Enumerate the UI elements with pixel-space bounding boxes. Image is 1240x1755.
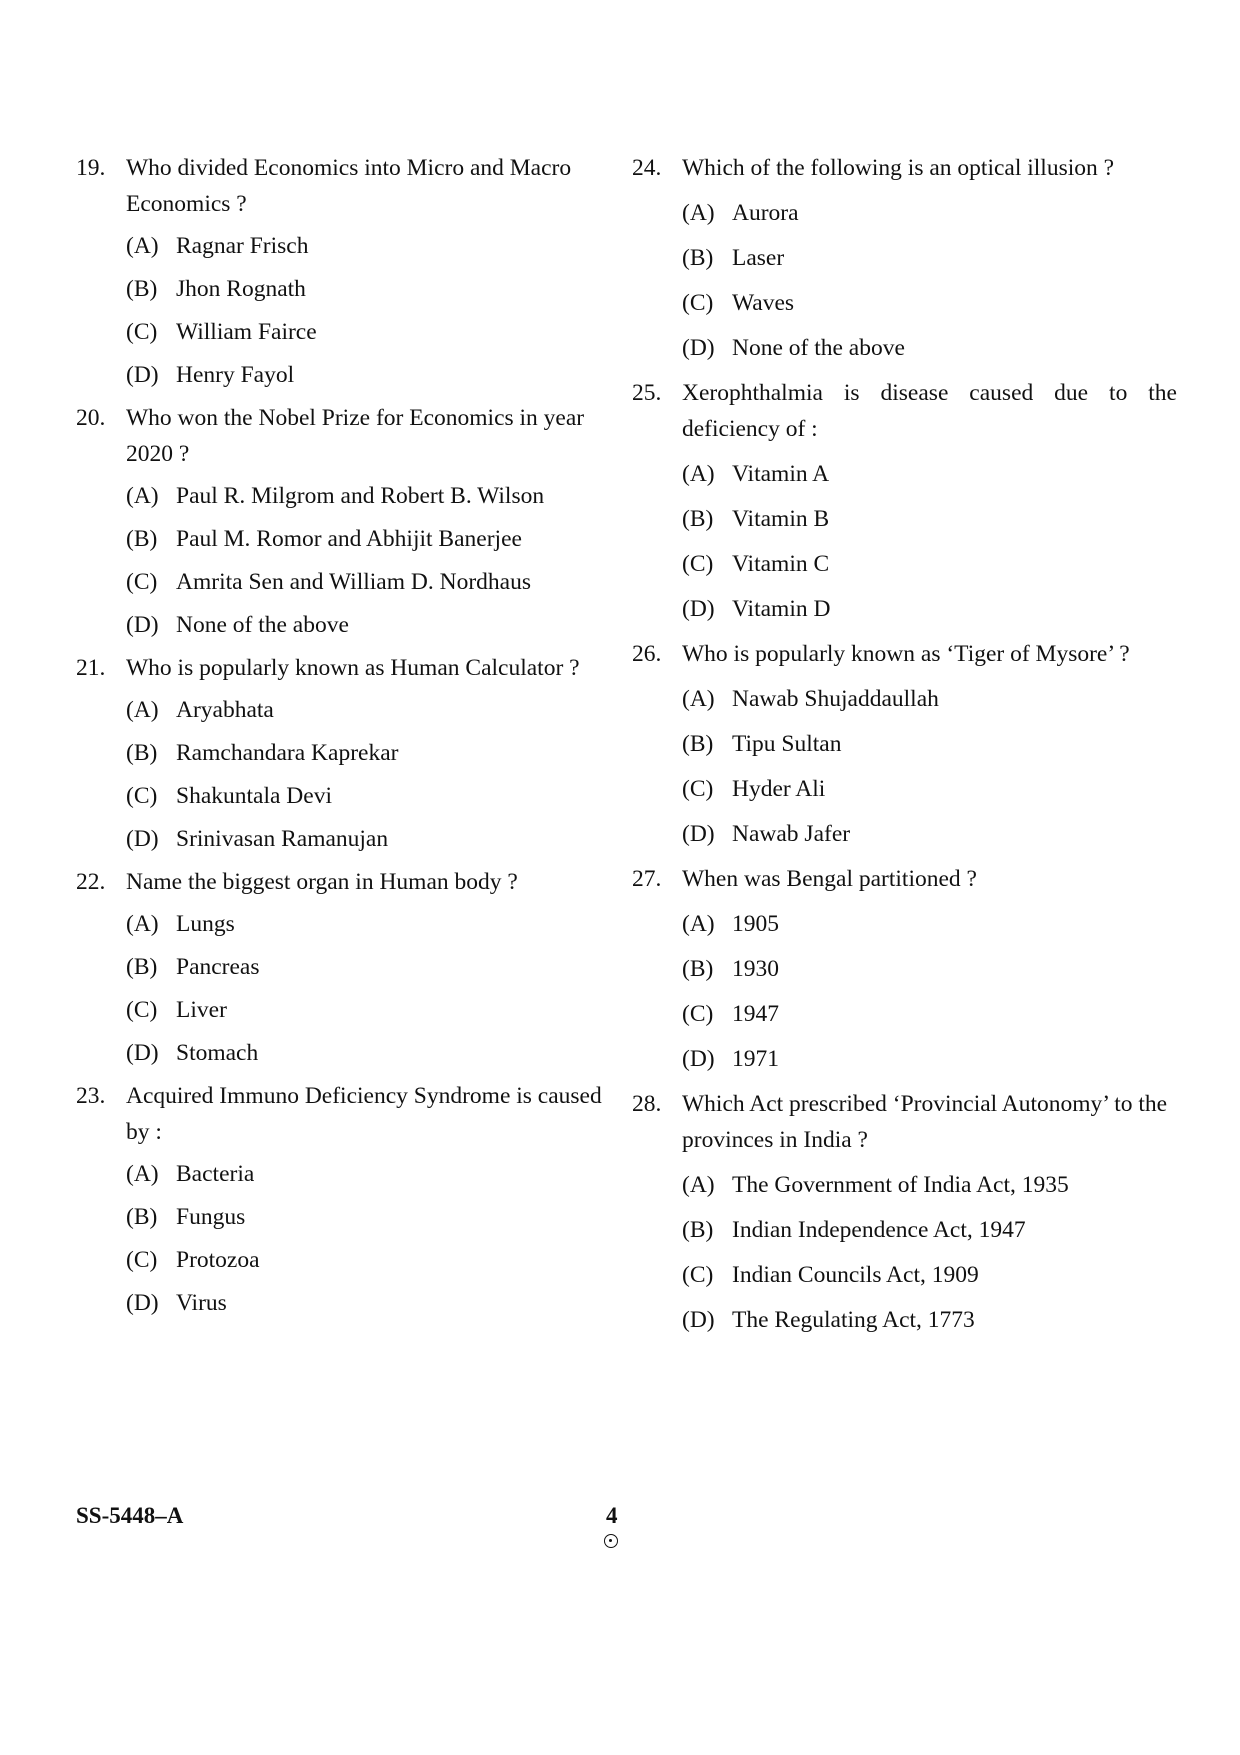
option-b bbox=[126, 1199, 621, 1235]
question-text: Xerophthalmia is disease caused due to the deficiency of : bbox=[682, 380, 1177, 442]
option-text: 1930 bbox=[732, 956, 779, 982]
option-d bbox=[126, 1285, 621, 1321]
question-text: Name the biggest organ in Human body ? bbox=[126, 869, 518, 895]
question-head bbox=[76, 864, 621, 900]
option-label: (C) bbox=[682, 1262, 714, 1288]
option-text: Aryabhata bbox=[176, 697, 274, 723]
question-number: 26. bbox=[632, 641, 662, 667]
page-number: 4 bbox=[606, 1503, 618, 1528]
question-number: 27. bbox=[632, 866, 662, 892]
option-text: Paul M. Romor and Abhijit Banerjee bbox=[176, 526, 522, 552]
option-text: William Fairce bbox=[176, 319, 317, 345]
option-label: (B) bbox=[682, 731, 714, 757]
option-text: Liver bbox=[176, 997, 227, 1023]
option-c bbox=[682, 771, 1177, 807]
option-label: (D) bbox=[126, 826, 159, 852]
option-b bbox=[682, 726, 1177, 762]
option-text: Indian Independence Act, 1947 bbox=[732, 1217, 1026, 1243]
option-c bbox=[126, 1242, 621, 1278]
option-label: (A) bbox=[682, 461, 715, 487]
option-text: Tipu Sultan bbox=[732, 731, 842, 757]
question-head bbox=[632, 1086, 1177, 1158]
option-label: (C) bbox=[126, 569, 158, 595]
option-text: None of the above bbox=[176, 612, 349, 638]
question-head bbox=[632, 375, 1177, 447]
option-text: Protozoa bbox=[176, 1247, 260, 1273]
option-label: (B) bbox=[126, 740, 158, 766]
option-text: Hyder Ali bbox=[732, 776, 826, 802]
option-label: (C) bbox=[126, 997, 158, 1023]
option-d bbox=[126, 607, 621, 643]
option-d bbox=[682, 1041, 1177, 1077]
option-text: Vitamin C bbox=[732, 551, 830, 577]
option-c bbox=[126, 564, 621, 600]
option-label: (B) bbox=[126, 954, 158, 980]
option-d bbox=[682, 330, 1177, 366]
option-text: Aurora bbox=[732, 200, 799, 226]
option-d bbox=[126, 1035, 621, 1071]
option-label: (C) bbox=[126, 1247, 158, 1273]
option-label: (A) bbox=[682, 911, 715, 937]
option-label: (A) bbox=[682, 200, 715, 226]
option-b bbox=[682, 951, 1177, 987]
option-label: (B) bbox=[682, 956, 714, 982]
question-head bbox=[76, 650, 621, 686]
option-text: Srinivasan Ramanujan bbox=[176, 826, 389, 852]
option-c bbox=[682, 996, 1177, 1032]
option-label: (A) bbox=[682, 686, 715, 712]
option-text: None of the above bbox=[732, 335, 905, 361]
question-text: Which of the following is an optical illusion ? bbox=[682, 155, 1115, 181]
question-20 bbox=[76, 400, 621, 643]
option-label: (A) bbox=[126, 483, 159, 509]
option-b bbox=[126, 521, 621, 557]
option-label: (B) bbox=[126, 1204, 158, 1230]
option-text: Fungus bbox=[176, 1204, 246, 1230]
option-a bbox=[126, 1156, 621, 1192]
option-label: (A) bbox=[682, 1172, 715, 1198]
question-number: 19. bbox=[76, 155, 106, 181]
registration-mark-icon bbox=[604, 1534, 618, 1548]
question-text: Who is popularly known as ‘Tiger of Mysore’ ? bbox=[682, 641, 1130, 667]
option-a bbox=[126, 692, 621, 728]
question-19 bbox=[76, 150, 621, 393]
question-28 bbox=[632, 1086, 1177, 1338]
question-number: 21. bbox=[76, 655, 106, 681]
option-label: (D) bbox=[126, 1290, 159, 1316]
question-number: 23. bbox=[76, 1083, 106, 1109]
option-label: (C) bbox=[682, 551, 714, 577]
option-a bbox=[126, 906, 621, 942]
option-d bbox=[682, 591, 1177, 627]
option-a bbox=[682, 681, 1177, 717]
booklet-code: SS-5448–A bbox=[76, 1503, 184, 1528]
question-number: 28. bbox=[632, 1091, 662, 1117]
option-label: (B) bbox=[682, 1217, 714, 1243]
option-d bbox=[126, 821, 621, 857]
option-text: The Regulating Act, 1773 bbox=[732, 1307, 975, 1333]
option-text: Stomach bbox=[176, 1040, 259, 1066]
option-text: Amrita Sen and William D. Nordhaus bbox=[176, 569, 531, 595]
option-c bbox=[682, 546, 1177, 582]
option-text: 1971 bbox=[732, 1046, 779, 1072]
option-text: Vitamin D bbox=[732, 596, 831, 622]
option-label: (A) bbox=[126, 1161, 159, 1187]
question-23 bbox=[76, 1078, 621, 1321]
option-d bbox=[126, 357, 621, 393]
option-b bbox=[682, 240, 1177, 276]
option-label: (C) bbox=[126, 319, 158, 345]
option-label: (D) bbox=[126, 612, 159, 638]
option-a bbox=[126, 228, 621, 264]
question-head bbox=[632, 636, 1177, 672]
option-label: (B) bbox=[126, 526, 158, 552]
option-label: (D) bbox=[126, 1040, 159, 1066]
option-b bbox=[126, 735, 621, 771]
option-text: Vitamin A bbox=[732, 461, 830, 487]
option-d bbox=[682, 816, 1177, 852]
option-text: Vitamin B bbox=[732, 506, 830, 532]
option-a bbox=[682, 906, 1177, 942]
right-column bbox=[632, 150, 1177, 1347]
question-21 bbox=[76, 650, 621, 857]
option-c bbox=[126, 992, 621, 1028]
option-c bbox=[682, 285, 1177, 321]
option-b bbox=[682, 501, 1177, 537]
option-label: (C) bbox=[126, 783, 158, 809]
option-label: (C) bbox=[682, 290, 714, 316]
option-text: Henry Fayol bbox=[176, 362, 295, 388]
question-22 bbox=[76, 864, 621, 1071]
option-label: (C) bbox=[682, 1001, 714, 1027]
option-label: (D) bbox=[126, 362, 159, 388]
question-number: 25. bbox=[632, 380, 662, 406]
option-text: Shakuntala Devi bbox=[176, 783, 332, 809]
option-text: Bacteria bbox=[176, 1161, 255, 1187]
option-text: Waves bbox=[732, 290, 795, 316]
option-text: Ragnar Frisch bbox=[176, 233, 309, 259]
option-text: Indian Councils Act, 1909 bbox=[732, 1262, 979, 1288]
option-label: (A) bbox=[126, 911, 159, 937]
question-head bbox=[76, 1078, 621, 1150]
option-text: Lungs bbox=[176, 911, 235, 937]
option-text: Nawab Jafer bbox=[732, 821, 851, 847]
question-number: 20. bbox=[76, 405, 106, 431]
option-label: (D) bbox=[682, 1307, 715, 1333]
option-a bbox=[682, 1167, 1177, 1203]
question-24 bbox=[632, 150, 1177, 366]
option-c bbox=[682, 1257, 1177, 1293]
question-text: Who is popularly known as Human Calculator ? bbox=[126, 655, 580, 681]
option-label: (B) bbox=[682, 245, 714, 271]
option-label: (B) bbox=[126, 276, 158, 302]
option-text: Paul R. Milgrom and Robert B. Wilson bbox=[176, 483, 545, 509]
question-text: Who divided Economics into Micro and Macro Economics ? bbox=[126, 155, 572, 217]
question-head bbox=[76, 150, 621, 222]
question-head bbox=[632, 861, 1177, 897]
option-a bbox=[682, 195, 1177, 231]
question-26 bbox=[632, 636, 1177, 852]
option-c bbox=[126, 314, 621, 350]
option-a bbox=[126, 478, 621, 514]
option-text: The Government of India Act, 1935 bbox=[732, 1172, 1069, 1198]
option-label: (D) bbox=[682, 335, 715, 361]
option-text: 1947 bbox=[732, 1001, 779, 1027]
option-label: (D) bbox=[682, 1046, 715, 1072]
option-text: Virus bbox=[176, 1290, 227, 1316]
option-c bbox=[126, 778, 621, 814]
option-text: Ramchandara Kaprekar bbox=[176, 740, 399, 766]
option-b bbox=[682, 1212, 1177, 1248]
option-d bbox=[682, 1302, 1177, 1338]
option-label: (A) bbox=[126, 233, 159, 259]
question-text: When was Bengal partitioned ? bbox=[682, 866, 977, 892]
question-25 bbox=[632, 375, 1177, 627]
option-label: (D) bbox=[682, 821, 715, 847]
question-head bbox=[632, 150, 1177, 186]
option-text: 1905 bbox=[732, 911, 779, 937]
option-b bbox=[126, 949, 621, 985]
question-number: 24. bbox=[632, 155, 662, 181]
left-column bbox=[76, 150, 621, 1328]
option-text: Laser bbox=[732, 245, 785, 271]
option-label: (C) bbox=[682, 776, 714, 802]
question-text: Which Act prescribed ‘Provincial Autonomy’ to the provinces in India ? bbox=[682, 1091, 1168, 1153]
option-text: Pancreas bbox=[176, 954, 260, 980]
option-text: Jhon Rognath bbox=[176, 276, 306, 302]
option-text: Nawab Shujaddaullah bbox=[732, 686, 939, 712]
question-text: Who won the Nobel Prize for Economics in year 2020 ? bbox=[126, 405, 585, 467]
option-label: (D) bbox=[682, 596, 715, 622]
question-number: 22. bbox=[76, 869, 106, 895]
option-a bbox=[682, 456, 1177, 492]
question-27 bbox=[632, 861, 1177, 1077]
question-text: Acquired Immuno Deficiency Syndrome is caused by : bbox=[126, 1083, 602, 1145]
option-label: (B) bbox=[682, 506, 714, 532]
option-b bbox=[126, 271, 621, 307]
option-label: (A) bbox=[126, 697, 159, 723]
question-head bbox=[76, 400, 621, 472]
